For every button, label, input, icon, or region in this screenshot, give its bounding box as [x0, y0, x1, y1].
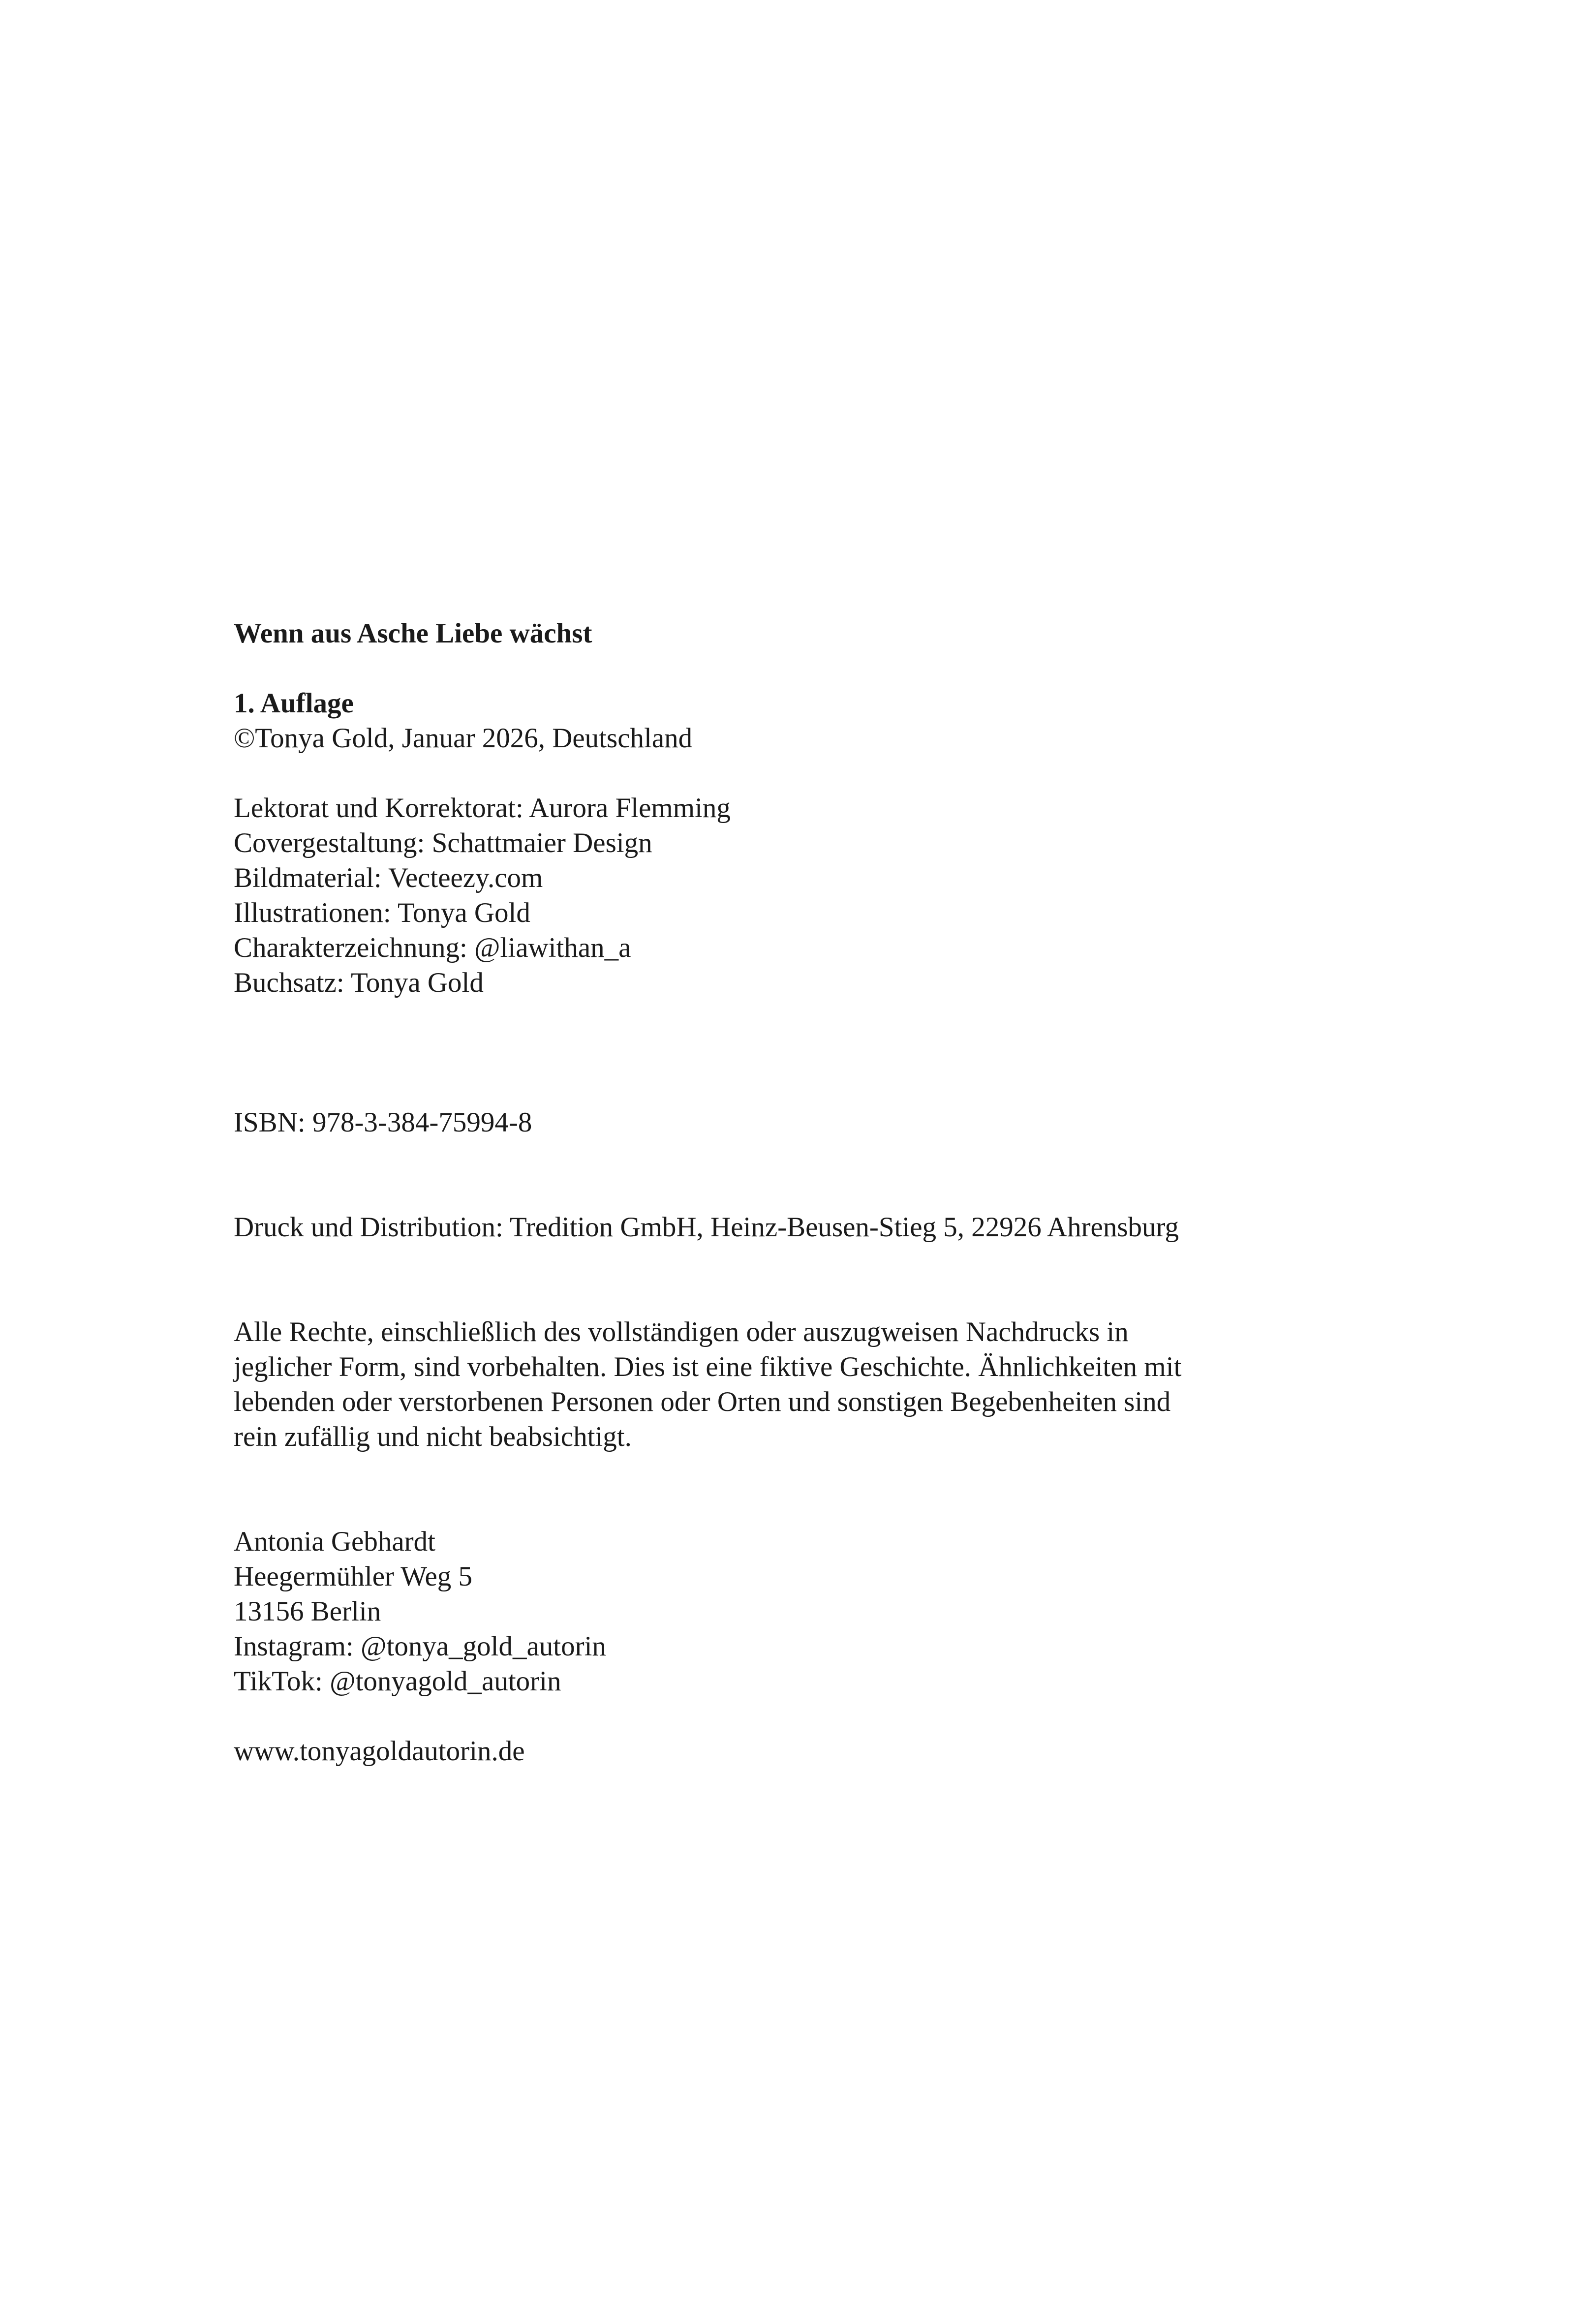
isbn-line: ISBN: 978-3-384-75994-8: [234, 1107, 532, 1138]
credits-block: [234, 791, 1365, 1000]
rights-line: lebenden oder verstorbenen Personen oder Orten und sonstigen Begebenheiten sind: [234, 1386, 1171, 1417]
edition-label: 1. Auflage: [234, 688, 354, 719]
contact-tiktok: TikTok: @tonyagold_autorin: [234, 1666, 561, 1697]
book-title: Wenn aus Asche Liebe wächst: [234, 618, 592, 649]
spacer: [234, 1454, 1365, 1524]
credit-typesetting: Buchsatz: Tonya Gold: [234, 967, 484, 998]
imprint-content: [234, 616, 1365, 1769]
contact-name: Antonia Gebhardt: [234, 1526, 435, 1557]
website-line: www.tonyagoldautorin.de: [234, 1736, 525, 1767]
spacer: [234, 651, 1365, 686]
rights-paragraph: [234, 1315, 1365, 1454]
rights-line: rein zufällig und nicht beabsichtigt.: [234, 1421, 632, 1452]
spacer: [234, 1245, 1365, 1315]
spacer: [234, 756, 1365, 791]
rights-line: jeglicher Form, sind vorbehalten. Dies ist eine fiktive Geschichte. Ähnlichkeiten mit: [234, 1351, 1182, 1382]
spacer: [234, 1140, 1365, 1210]
credit-editing: Lektorat und Korrektorat: Aurora Flemming: [234, 793, 731, 824]
credit-illustrations: Illustrationen: Tonya Gold: [234, 897, 530, 928]
distribution-line: Druck und Distribution: Tredition GmbH, Heinz-Beusen-Stieg 5, 22926 Ahrensburg: [234, 1212, 1179, 1243]
credit-images: Bildmaterial: Vecteezy.com: [234, 862, 543, 893]
contact-instagram: Instagram: @tonya_gold_autorin: [234, 1631, 606, 1662]
contact-block: [234, 1524, 1365, 1699]
copyright-line: ©Tonya Gold, Januar 2026, Deutschland: [234, 723, 693, 754]
spacer: [234, 1699, 1365, 1734]
credit-character-art: Charakterzeichnung: @liawithan_a: [234, 932, 631, 963]
contact-city: 13156 Berlin: [234, 1596, 381, 1627]
credit-cover: Covergestaltung: Schattmaier Design: [234, 827, 652, 858]
rights-line: Alle Rechte, einschließlich des vollständigen oder auszugweisen Nachdrucks in: [234, 1316, 1129, 1347]
contact-street: Heegermühler Weg 5: [234, 1561, 473, 1592]
spacer: [234, 1000, 1365, 1105]
